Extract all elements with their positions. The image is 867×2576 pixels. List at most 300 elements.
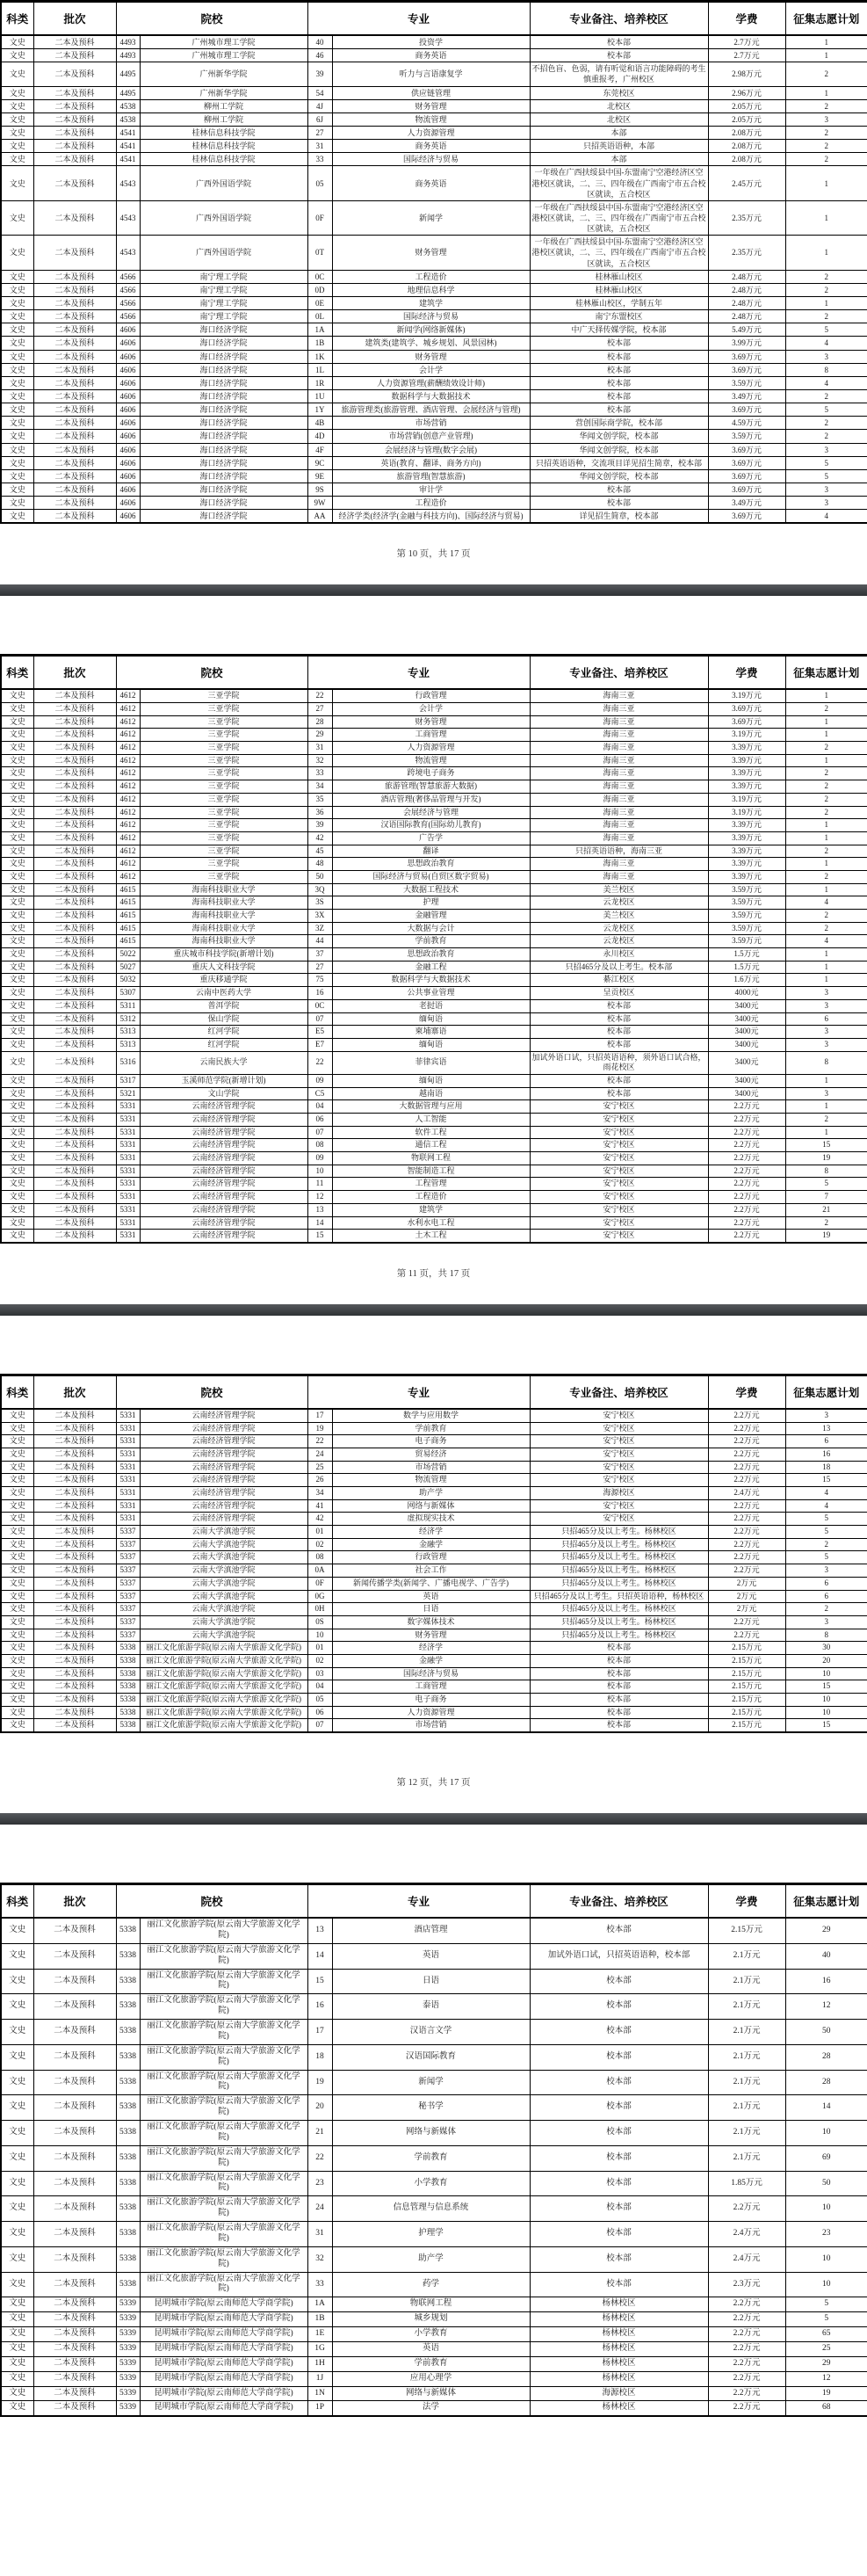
table-cell: 4493 [116,49,140,62]
table-cell: 4541 [116,153,140,166]
table-cell: 2 [785,126,867,139]
table-cell: 文史 [1,1615,33,1629]
table-cell: 软件工程 [332,1126,530,1139]
table-cell: 15 [785,1474,867,1487]
table-row [1,112,867,126]
table-cell: 1 [785,974,867,987]
table-cell: 电子商务 [332,1435,530,1448]
table-cell: 5338 [116,1969,140,1994]
table-cell: 海口经济学院 [140,497,307,510]
table-row [1,754,867,767]
page-number-footer: 第 10 页，共 17 页 [396,549,471,560]
table-cell: 2.48万元 [708,270,785,283]
table-cell: 3 [785,350,867,363]
table-cell: 5321 [116,1087,140,1100]
table-cell: 50 [307,870,332,883]
table-cell: 3 [785,1038,867,1051]
table-row [1,166,867,200]
table-cell: 9C [307,456,332,469]
table-cell: 丽江文化旅游学院(原云南大学旅游文化学院) [140,2246,307,2272]
table-row [1,2044,867,2070]
table-cell: 3.39万元 [708,870,785,883]
table-cell: 2 [785,430,867,443]
table-row [1,350,867,363]
table-cell: 广西外国语学院 [140,200,307,235]
table-cell: 1 [785,1074,867,1087]
table-cell: 海口经济学院 [140,469,307,483]
col-header-yuanxiao: 院校 [116,1375,307,1409]
table-cell: 2.2万元 [708,1448,785,1461]
table-cell: 安宁校区 [530,1100,708,1114]
table-cell: 云南大学滇池学院 [140,1590,307,1603]
table-cell: 5338 [116,2272,140,2297]
table-cell: 国际经济与贸易 [332,310,530,323]
table-cell: 2 [785,870,867,883]
table-cell: 新闻学(网络新媒体) [332,323,530,337]
table-cell: 文史 [1,1654,33,1667]
table-cell: 3.39万元 [708,845,785,858]
table-row [1,1590,867,1603]
table-cell: 4606 [116,510,140,524]
table-cell: 二本及预科 [33,961,116,974]
table-cell: 2 [785,1538,867,1551]
table-row [1,153,867,166]
table-cell: 4612 [116,845,140,858]
table-cell: 只招465分及以上考生。杨林校区 [530,1526,708,1539]
table-cell: 数字媒体技术 [332,1615,530,1629]
table-cell: 4612 [116,870,140,883]
table-cell: 4612 [116,729,140,742]
table-cell: 1A [307,2297,332,2312]
table-cell: 文史 [1,1629,33,1642]
table-cell: 4606 [116,443,140,456]
table-cell: 文史 [1,1694,33,1707]
table-row [1,896,867,910]
table-cell: 1E [307,2327,332,2342]
table-cell: 只招英语语种，海南三亚 [530,845,708,858]
table-cell: 二本及预科 [33,1074,116,1087]
table-cell: 财务管理 [332,1629,530,1642]
table-cell: 云南大学滇池学院 [140,1615,307,1629]
table-cell: 文史 [1,1994,33,2020]
table-row [1,296,867,309]
table-cell: 3.49万元 [708,497,785,510]
table-cell: 物联网工程 [332,2297,530,2312]
table-cell: 3 [785,112,867,126]
table-cell: 云南大学滇池学院 [140,1526,307,1539]
table-cell: 文史 [1,86,33,99]
table-cell: 5338 [116,2044,140,2070]
table-cell: 文史 [1,754,33,767]
table-cell: 文史 [1,1026,33,1039]
table-cell: 3.69万元 [708,456,785,469]
table-cell: 法学 [332,2401,530,2416]
table-row [1,910,867,923]
table-cell: 34 [307,1487,332,1500]
table-cell: 文史 [1,922,33,935]
table-cell: 桂林信息科技学院 [140,126,307,139]
table-cell: 只招465分及以上考生。校本部 [530,961,708,974]
table-cell: 3.19万元 [708,793,785,806]
table-cell: 1 [785,1126,867,1139]
table-cell: 三亚学院 [140,870,307,883]
table-cell: 文史 [1,961,33,974]
table-row [1,2341,867,2356]
table-cell: 03 [307,1667,332,1680]
table-cell: 4615 [116,896,140,910]
table-cell: 二本及预科 [33,2145,116,2171]
table-cell: 二本及预科 [33,270,116,283]
table-row [1,1448,867,1461]
table-cell: 汉语言文学 [332,2020,530,2045]
table-cell: 二本及预科 [33,430,116,443]
table-cell: 8 [785,363,867,376]
table-cell: 42 [307,831,332,845]
table-cell: 1K [307,350,332,363]
col-header-pici: 批次 [33,656,116,690]
table-cell: 云南中医药大学 [140,987,307,1000]
table-cell: 海源校区 [530,1487,708,1500]
table-cell: 3S [307,896,332,910]
table-cell: 1 [785,715,867,729]
table-cell: 2.1万元 [708,1969,785,1994]
table-cell: 文史 [1,831,33,845]
table-cell: 二本及预科 [33,389,116,403]
table-cell: 3 [785,1409,867,1422]
table-cell: 文史 [1,1038,33,1051]
table-cell: 文史 [1,469,33,483]
table-cell: 校本部 [530,376,708,389]
table-cell: 39 [307,62,332,86]
table-cell: 文史 [1,2297,33,2312]
table-cell: 文史 [1,310,33,323]
table-cell: 19 [785,1152,867,1165]
table-row [1,1526,867,1539]
table-cell: 海口经济学院 [140,389,307,403]
table-cell: 安宁校区 [530,1513,708,1526]
table-cell: 1 [785,754,867,767]
table-cell: 8 [785,1051,867,1074]
table-cell: 详见招生简章，校本部 [530,510,708,524]
table-cell: 06 [307,1706,332,1719]
table-cell: 2.1万元 [708,2121,785,2146]
table-cell: 贸易经济 [332,1448,530,1461]
table-cell: 南宁东盟校区 [530,310,708,323]
table-cell: 二本及预科 [33,1994,116,2020]
table-cell: 二本及预科 [33,443,116,456]
table-cell: 文史 [1,1422,33,1435]
table-cell: 5331 [116,1178,140,1191]
table-row [1,99,867,112]
table-row [1,1026,867,1039]
table-cell: 二本及预科 [33,1230,116,1243]
table-cell: 安宁校区 [530,1474,708,1487]
table-cell: 31 [307,140,332,153]
table-cell: 昆明城市学院(原云南师范大学商学院) [140,2386,307,2401]
table-cell: 南宁理工学院 [140,283,307,296]
table-cell: 09 [307,1074,332,1087]
table-row [1,49,867,62]
table-cell: 海口经济学院 [140,417,307,430]
table-cell: 44 [307,935,332,948]
table-cell: 10 [307,1629,332,1642]
table-cell: 桂林雁山校区 [530,283,708,296]
table-cell: 云南大学滇池学院 [140,1603,307,1616]
col-header-jihua: 征集志愿计划 [785,1884,867,1919]
table-cell: 39 [307,819,332,832]
table-row [1,2145,867,2171]
col-header-xuefei: 学费 [708,656,785,690]
table-cell: 1L [307,363,332,376]
table-cell: 文史 [1,1230,33,1243]
table-cell: 10 [785,1694,867,1707]
table-cell: 二本及预科 [33,2044,116,2070]
table-cell: 2.48万元 [708,310,785,323]
table-row [1,1538,867,1551]
table-cell: 丽江文化旅游学院(原云南大学旅游文化学院) [140,1943,307,1969]
table-cell: 海南三亚 [530,703,708,716]
table-cell: 0L [307,310,332,323]
table-cell: 15 [785,1680,867,1694]
table-cell: 加试外语口试，只招英语语种，校本部 [530,1943,708,1969]
table-cell: 文史 [1,1191,33,1204]
table-cell: 3.69万元 [708,363,785,376]
table-cell: 3.69万元 [708,703,785,716]
table-cell: 23 [307,2171,332,2196]
table-cell: 人力资源管理 [332,1706,530,1719]
table-cell: 英语 [332,1943,530,1969]
table-cell: 市场营销 [332,1719,530,1732]
table-cell: 4606 [116,337,140,350]
table-cell: 2 [785,845,867,858]
table-cell: 翻译 [332,845,530,858]
table-cell: 海口经济学院 [140,510,307,524]
table-cell: 安宁校区 [530,1461,708,1474]
table-cell: 5 [785,2312,867,2327]
table-cell: 5338 [116,2020,140,2045]
table-row [1,1943,867,1969]
table-cell: 人工智能 [332,1114,530,1127]
table-cell: 5338 [116,1943,140,1969]
table-cell: 1N [307,2386,332,2401]
table-cell: 文史 [1,1487,33,1500]
table-row [1,1603,867,1616]
table-cell: 东莞校区 [530,86,708,99]
table-cell: 50 [785,2020,867,2045]
table-cell: 杨林校区 [530,2327,708,2342]
table-cell: 校本部 [530,1969,708,1994]
table-cell: 云南经济管理学院 [140,1165,307,1178]
table-cell: 4 [785,1487,867,1500]
table-cell: 2.2万元 [708,1152,785,1165]
table-cell: 桂林信息科技学院 [140,140,307,153]
table-cell: 05 [307,1694,332,1707]
table-cell: 15 [785,1719,867,1732]
table-cell: 云南民族大学 [140,1051,307,1074]
table-cell: 只招465分及以上考生。杨林校区 [530,1538,708,1551]
table-cell: 校本部 [530,1642,708,1655]
table-cell: 2.15万元 [708,1706,785,1719]
table-row [1,1994,867,2020]
table-cell: 二本及预科 [33,1526,116,1539]
table-cell: 1G [307,2341,332,2356]
table-cell: 地理信息科学 [332,283,530,296]
table-cell: 4495 [116,86,140,99]
table-cell: 5331 [116,1435,140,1448]
table-cell: 文史 [1,715,33,729]
table-cell: 二本及预科 [33,1203,116,1216]
table-cell: 二本及预科 [33,729,116,742]
table-cell: 65 [785,2327,867,2342]
table-row [1,999,867,1012]
col-header-pici: 批次 [33,1884,116,1919]
table-cell: 01 [307,1526,332,1539]
table-cell: 建筑学 [332,1203,530,1216]
table-row [1,2312,867,2327]
table-cell: 4495 [116,62,140,86]
col-header-jihua: 征集志愿计划 [785,656,867,690]
table-cell: 二本及预科 [33,1422,116,1435]
table-cell: 17 [307,1409,332,1422]
table-cell: 数学与应用数学 [332,1409,530,1422]
table-cell: 5317 [116,1074,140,1087]
table-cell: 只招465分及以上考生。杨林校区 [530,1577,708,1590]
table-cell: 07 [307,1012,332,1026]
table-cell: 数据科学与大数据技术 [332,974,530,987]
table-cell: 文史 [1,858,33,871]
table-cell: 9S [307,483,332,496]
table-cell: 11 [307,1178,332,1191]
table-cell: 二本及预科 [33,742,116,755]
table-cell: 安宁校区 [530,1230,708,1243]
table-cell: 财务管理 [332,99,530,112]
table-row [1,2401,867,2416]
table-row [1,961,867,974]
table-cell: 建筑学 [332,296,530,309]
table-cell: 旅游管理(智慧旅游) [332,469,530,483]
table-cell: 文史 [1,2272,33,2297]
table-cell: 文史 [1,403,33,417]
table-cell: 校本部 [530,2145,708,2171]
table-cell: 丽江文化旅游学院(原云南大学旅游文化学院) [140,1654,307,1667]
table-cell: 16 [307,987,332,1000]
table-cell: 二本及预科 [33,323,116,337]
table-cell: 旅游管理(智慧旅游大数据) [332,780,530,794]
table-cell: 昆明城市学院(原云南师范大学商学院) [140,2327,307,2342]
table-cell: 19 [785,2386,867,2401]
col-header-yuanxiao: 院校 [116,656,307,690]
table-cell: 3 [785,443,867,456]
table-cell: 英语 [332,1590,530,1603]
table-cell: 02 [307,1538,332,1551]
table-cell: 14 [307,1943,332,1969]
table-cell: 2.15万元 [708,1719,785,1732]
table-cell: C5 [307,1087,332,1100]
table-cell: 68 [785,2401,867,2416]
table-cell: 10 [785,2196,867,2222]
table-cell: 2 [785,780,867,794]
table-cell: 二本及预科 [33,1667,116,1680]
table-cell: 二本及预科 [33,858,116,871]
table-cell: 三亚学院 [140,831,307,845]
table-cell: 22 [307,1051,332,1074]
table-cell: 智能制造工程 [332,1165,530,1178]
table-cell: 云南经济管理学院 [140,1422,307,1435]
table-row [1,1435,867,1448]
table-cell: 6 [785,1435,867,1448]
table-cell: 文史 [1,2401,33,2416]
table-cell: 二本及预科 [33,403,116,417]
table-cell: 金融工程 [332,961,530,974]
table-row [1,935,867,948]
table-cell: 2.7万元 [708,49,785,62]
table-cell: 二本及预科 [33,974,116,987]
table-row [1,2121,867,2146]
table-cell: 31 [307,742,332,755]
table-cell: 二本及预科 [33,1100,116,1114]
table-cell: 城乡规划 [332,2312,530,2327]
table-cell: 安宁校区 [530,1152,708,1165]
table-row [1,1667,867,1680]
col-header-jihua: 征集志愿计划 [785,2,867,36]
table-cell: 三亚学院 [140,689,307,702]
table-cell: 4541 [116,140,140,153]
table-row [1,1615,867,1629]
table-row [1,2297,867,2312]
table-cell: 29 [307,729,332,742]
table-cell: 5312 [116,1012,140,1026]
table-cell: 金融学 [332,1654,530,1667]
table-cell: 5331 [116,1487,140,1500]
table-row [1,2171,867,2196]
table-cell: 二本及预科 [33,2386,116,2401]
table-cell: 学前教育 [332,2145,530,2171]
table-cell: 文史 [1,1114,33,1127]
table-cell: 4606 [116,417,140,430]
table-cell: 2 [785,910,867,923]
table-row [1,1074,867,1087]
table-cell: 4566 [116,296,140,309]
table-cell: 二本及预科 [33,845,116,858]
table-cell: 5339 [116,2371,140,2386]
table-cell: 广州新华学院 [140,86,307,99]
table-cell: 3.39万元 [708,831,785,845]
table-cell: 46 [307,49,332,62]
table-cell: 二本及预科 [33,1969,116,1994]
table-cell: 大数据工程技术 [332,883,530,896]
table-row [1,793,867,806]
table-cell: 5331 [116,1203,140,1216]
table-cell: 土木工程 [332,1230,530,1243]
table-cell: 32 [307,754,332,767]
table-cell: 2.2万元 [708,1409,785,1422]
table-cell: 文史 [1,974,33,987]
table-cell: 校本部 [530,2044,708,2070]
table-row [1,1216,867,1230]
table-cell: 5339 [116,2341,140,2356]
table-cell: 4615 [116,922,140,935]
table-cell: 1H [307,2356,332,2371]
table-cell: 海口经济学院 [140,430,307,443]
table-cell: 二本及预科 [33,236,116,270]
table-cell: 4 [785,935,867,948]
table-cell: 3.69万元 [708,715,785,729]
table-cell: 24 [307,2196,332,2222]
table-cell: 18 [307,2044,332,2070]
table-cell: 14 [785,2095,867,2121]
table-cell: 30 [785,1642,867,1655]
table-cell: 只招465分及以上考生。只招英语语种，杨林校区 [530,1590,708,1603]
